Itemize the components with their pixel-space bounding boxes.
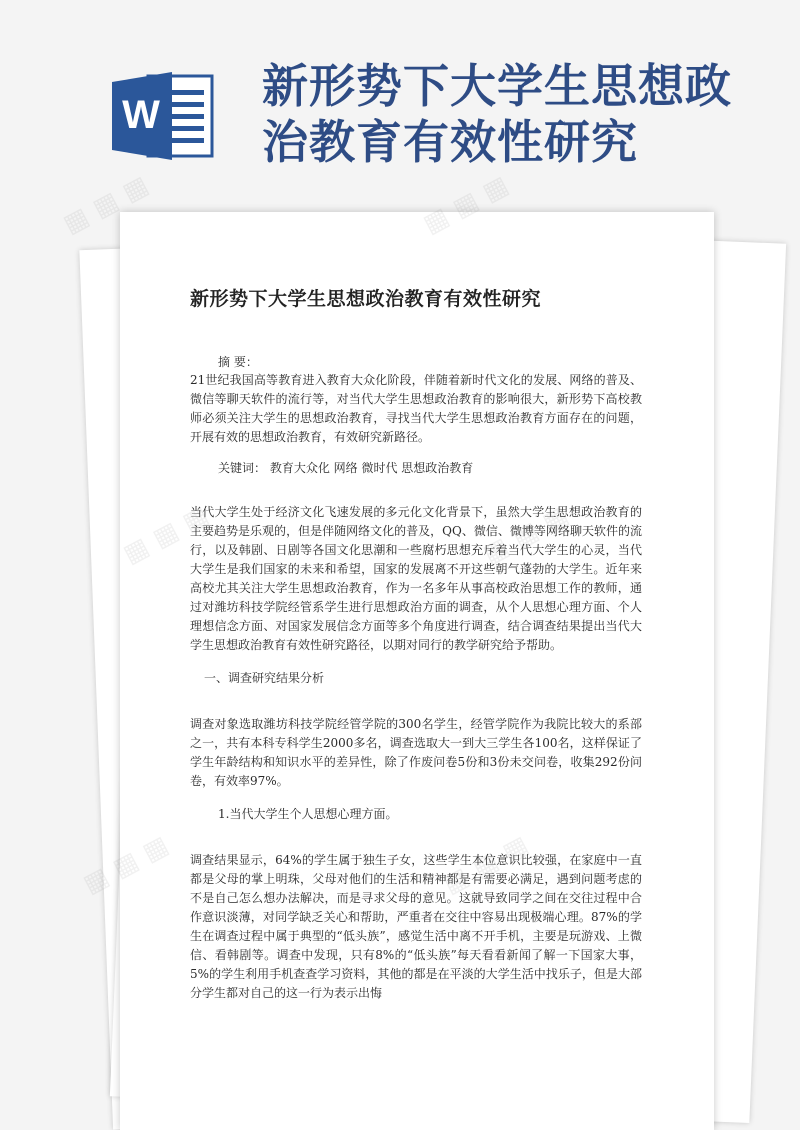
banner-title-line-2: 治教育有效性研究	[262, 115, 638, 169]
banner-title	[262, 58, 782, 170]
abstract-label: 摘 要：	[218, 355, 258, 369]
watermark: ▦ ▦ ▦	[418, 170, 514, 240]
paragraph-survey: 调查对象选取潍坊科技学院经管学院的300名学生，经管学院作为我院比较大的系部之一，共有本科专科学生2000多名，调查选取大一到大三学生各100名，这样保证了学生年龄结构和知识水平的差异性，除了作废问卷5份和3份未交问卷，收集292份问卷，有效率97%。	[190, 717, 642, 788]
watermark: ▦ ▦ ▦	[58, 170, 154, 240]
paragraph-intro: 当代大学生处于经济文化飞速发展的多元化文化背景下，虽然大学生思想政治教育的主要趋势是乐观的，但是伴随网络文化的普及，QQ、微信、微博等网络聊天软件的流行，以及韩剧、日剧等各国文化思潮和一些腐朽思想充斥着当代大学生的心灵，当代大学生是我们国家的未来和希望，国家的发展离不开这些朝气蓬勃的大学生。近年来高校尤其关注大学生思想政治教育，作为一名多年从事高校政治思想工作的教师，通过对潍坊科技学院经管系学生进行思想政治方面的调查，从个人思想心理方面、个人理想信念方面、对国家发展信念方面等多个角度进行调查，结合调查结果提出当代大学生思想政治教育有效性研究路径，以期对同行的教学研究给予帮助。	[190, 505, 642, 652]
logo-letter: W	[122, 93, 160, 137]
word-document-icon	[110, 70, 216, 162]
banner-title-line-1: 新形势下大学生思想政	[262, 59, 732, 113]
document-body	[190, 270, 642, 1003]
document-title: 新形势下大学生思想政治教育有效性研究	[190, 288, 542, 310]
abstract-text: 21世纪我国高等教育进入教育大众化阶段，伴随着新时代文化的发展、网络的普及、微信等聊天软件的流行等，对当代大学生思想政治教育的影响很大，新形势下高校教师必须关注大学生的思想政治教育，寻找当代大学生思想政治教育方面存在的问题，开展有效的思想政治教育，有效研究新路径。	[190, 373, 642, 444]
keywords: 关键词： 教育大众化 网络 微时代 思想政治教育	[218, 461, 474, 475]
section-heading: 一、调查研究结果分析	[204, 671, 325, 685]
paragraph-results: 调查结果显示，64%的学生属于独生子女，这些学生本位意识比较强，在家庭中一直都是父母的掌上明珠，父母对他们的生活和精神都是有需要必满足，遇到问题考虑的不是自己怎么想办法解决，而是寻求父母的意见。这就导致同学之间在交往过程中合作意识淡薄，对同学缺乏关心和帮助，严重者在交往中容易出现极端心理。87%的学生在调查过程中属于典型的“低头族”，感觉生活中离不开手机，主要是玩游戏、上微信、看韩剧等。调查中发现，只有8%的“低头族”每天看看新闻了解一下国家大事，5%的学生利用手机查查学习资料，其他的都是在平淡的大学生活中找乐子，但是大部分学生都对自己的这一行为表示出悔	[190, 853, 642, 1000]
subsection-heading: 1.当代大学生个人思想心理方面。	[218, 807, 398, 821]
watermark: ▦	[78, 861, 115, 900]
